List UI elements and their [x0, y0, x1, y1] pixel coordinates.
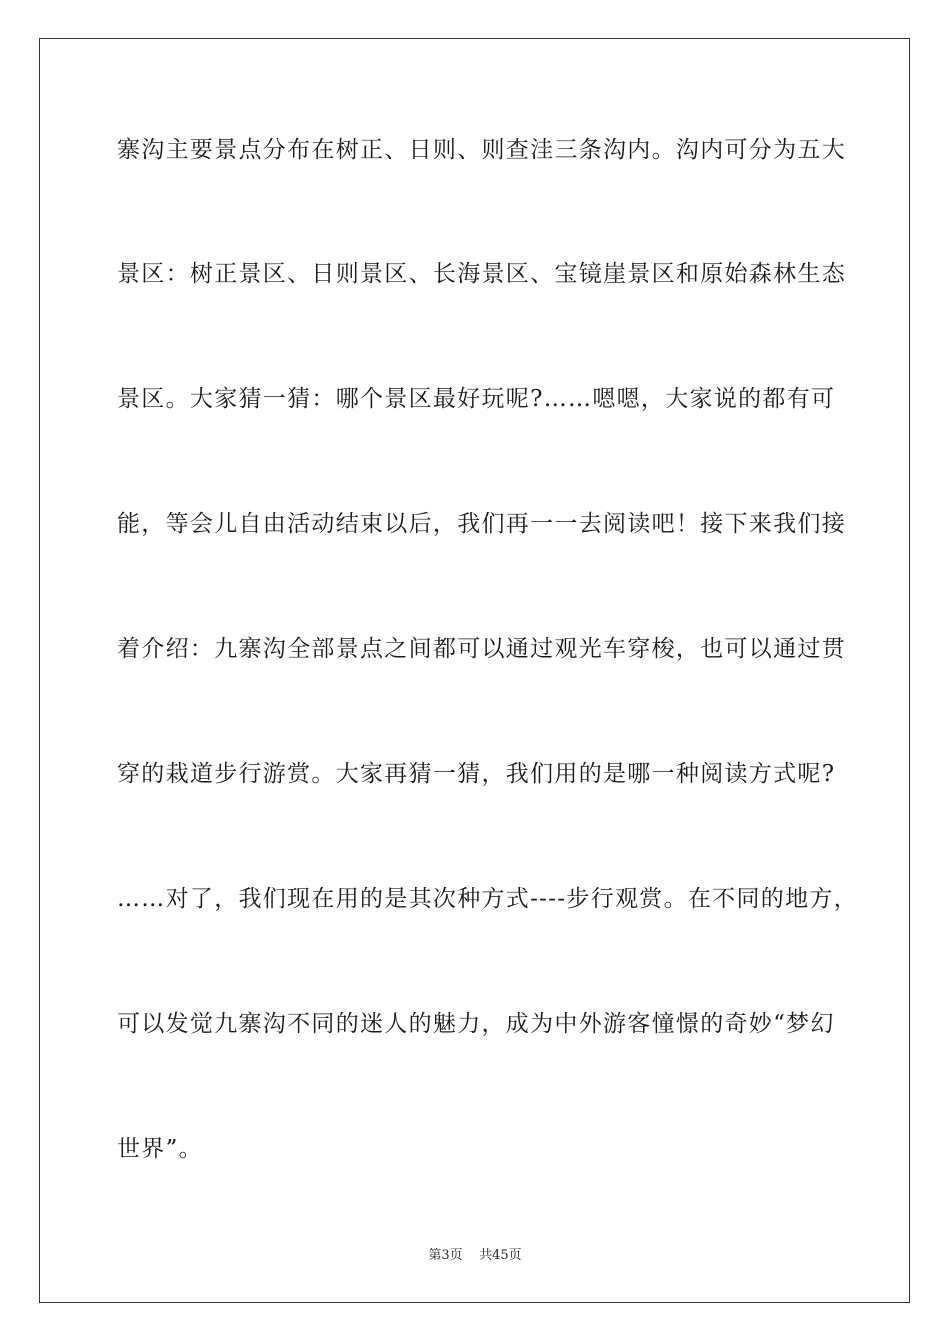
- text-line: 世界”。: [117, 1136, 203, 1162]
- text-line: 穿的栽道步行游赏。大家再猜一猜，我们用的是哪一种阅读方式呢?: [117, 761, 836, 787]
- text-line: 景区。大家猜一猜：哪个景区最好玩呢?……嗯嗯，大家说的都有可: [117, 386, 836, 412]
- text-line: 着介绍：九寨沟全部景点之间都可以通过观光车穿梭，也可以通过贯: [117, 636, 846, 662]
- page-total: 共45页: [479, 1248, 522, 1263]
- page-border: [39, 38, 910, 1303]
- page-number: 第3页: [428, 1248, 463, 1263]
- text-line: ……对了，我们现在用的是其次种方式----步行观赏。在不同的地方，: [117, 886, 858, 912]
- page-footer: [0, 1247, 950, 1265]
- text-line: 可以发觉九寨沟不同的迷人的魅力，成为中外游客憧憬的奇妙“梦幻: [117, 1011, 835, 1037]
- text-line: 能，等会儿自由活动结束以后，我们再一一去阅读吧！接下来我们接: [117, 511, 846, 537]
- text-line: 景区：树正景区、日则景区、长海景区、宝镜崖景区和原始森林生态: [117, 261, 846, 287]
- text-line: 寨沟主要景点分布在树正、日则、则查洼三条沟内。沟内可分为五大: [117, 137, 846, 163]
